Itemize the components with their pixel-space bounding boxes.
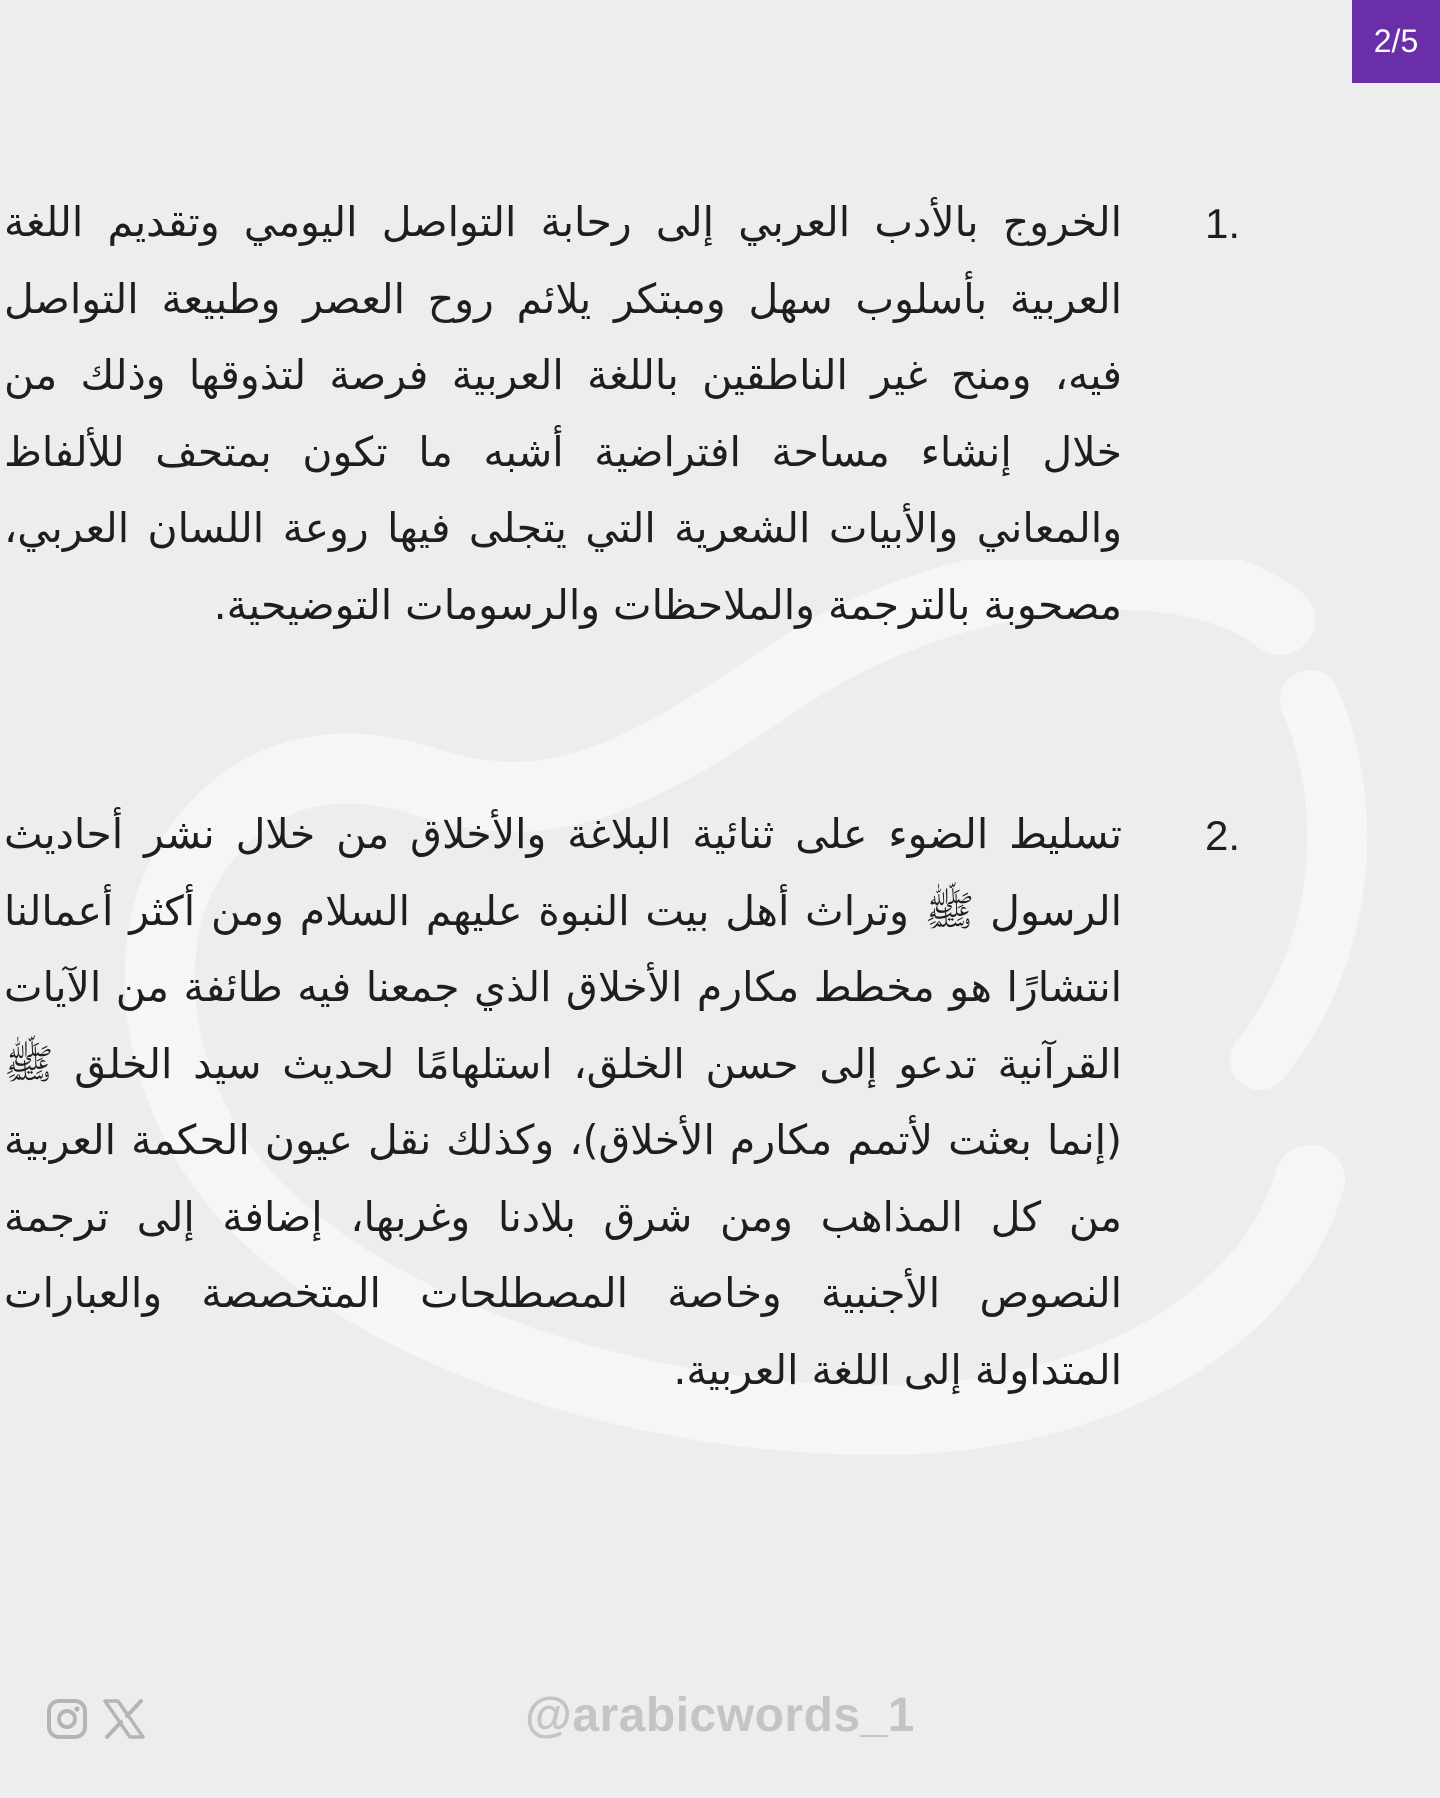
item-text: تسليط الضوء على ثنائية البلاغة والأخلاق من خلال نشر أحاديث الرسول ﷺ وتراث أهل بيت النبوة عليهم السلام ومن أكثر أعمالنا انتشارًا هو مخطط مكارم الأخلاق الذي جمعنا فيه طائفة من الآيات القرآنية تدعو إلى حسن الخلق، استلهامًا لحديث سيد الخلق ﷺ (إنما بعثت لأتمم مكارم الأخلاق)، وكذلك نقل عيون الحكمة العربية من كل المذاهب ومن شرق بلادنا وغربها، إضافة إلى ترجمة النصوص الأجنبية وخاصة المصطلحات المتخصصة والعبارات المتداولة إلى اللغة العربية. bbox=[4, 810, 1122, 1394]
page-indicator: 2/5 bbox=[1352, 0, 1440, 83]
account-handle[interactable]: @arabicwords_1 bbox=[525, 1689, 915, 1742]
item-number: 2. bbox=[1204, 812, 1240, 859]
item-number: 1. bbox=[1204, 200, 1240, 247]
item-body bbox=[4, 796, 1122, 1408]
item-text: الخروج بالأدب العربي إلى رحابة التواصل اليومي وتقديم اللغة العربية بأسلوب سهل ومبتكر يلائم روح العصر وطبيعة التواصل فيه، ومنح غير الناطقين باللغة العربية فرصة لتذوقها وذلك من خلال إنشاء مساحة افتراضية أشبه ما تكون بمتحف للألفاظ والمعاني والأبيات الشعرية التي يتجلى فيها روعة اللسان العربي، مصحوبة بالترجمة والملاحظات والرسومات التوضيحية. bbox=[4, 198, 1122, 629]
item-body bbox=[4, 184, 1122, 643]
footer bbox=[0, 1680, 1440, 1760]
